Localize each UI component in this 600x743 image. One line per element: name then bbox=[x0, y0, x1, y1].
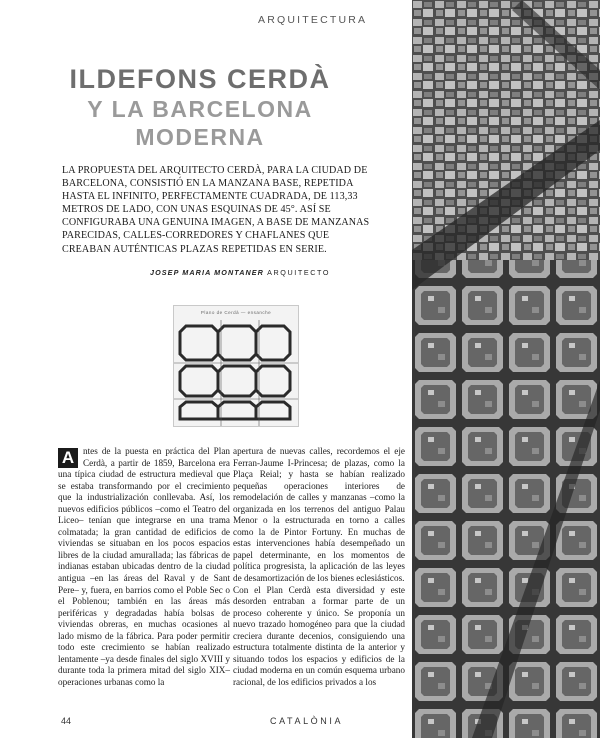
title-line-3: MODERNA bbox=[135, 124, 265, 150]
author-role: ARQUITECTO bbox=[267, 268, 331, 277]
page-number: 44 bbox=[61, 716, 72, 726]
figure-caption: Plano de Cerdà — ensanche bbox=[200, 310, 272, 315]
title-line-1: ILDEFONS CERDÀ bbox=[69, 64, 331, 94]
lead-paragraph: LA PROPUESTA DEL ARQUITECTO CERDÀ, PARA LA CIUDAD DE BARCELONA, CONSISTIÓ EN LA MANZANA BASE, REPETIDA HASTA EL INFINITO, PERFECTAMENTE CUADRADA, DE 113,33 METROS DE LADO, CON UNAS ESQUINAS DE 45°. ASÍ SE CONFIGURABA UNA GENUINA IMAGEN, A BASE DE MANZANAS PARECIDAS, CALLES-CORREDORES Y CHAFLANES QUE CREABAN AUTÉNTICAS PLAZAS REPETIDAS EN SERIE. bbox=[62, 165, 370, 255]
drop-cap: A bbox=[58, 448, 78, 468]
magazine-name: CATALÒNIA bbox=[270, 716, 344, 726]
block-9 bbox=[256, 402, 290, 419]
body-text-col1: ntes de la puesta en práctica del Plan Cerdà, a partir de 1859, Barcelona era una típica ciudad de estructura medieval que se estaba transformando por el crecimiento que la industrialización conllevaba. Así, los nuevos edificios públicos –como el Teatro del Liceo– tenían que integrarse en una trama colmatada; la gran cantidad de edificios de viviendas se situaban en los pocos espacios libres de la ciudad amurallada; las fábricas de indianas estaban ubicadas dentro de la ciudad antigua –en las áreas del Raval y de Sant Pere– y, fuera, en barrios como el Poble Sec o el Poblenou; también en las áreas más periféricas y degradadas había bolsas de viviendas obreras, en muchas ocasiones al lado mismo de la fábrica. Para poder permitir todo este crecimiento se habían realizado lentamente –ya desde finales del siglo XVIII y durante toda la primera mitad del siglo XIX– operaciones urbanas como la bbox=[58, 446, 230, 687]
block-3 bbox=[256, 326, 290, 360]
block-2 bbox=[218, 326, 256, 360]
body-text-col2a: apertura de nuevas calles, recordemos el eje Ferran-Jaume I-Princesa; de plazas, como la Plaça Reial; y hasta se habían realizado pequeñas operaciones interiores de remodelación de calles y manzanas –como la organizada en los terrenos del antiguo Palau Menor o la estructurada en torno a calles como la de Pintor Fortuny. En muchas de estas intervenciones había desempeñado un papel determinante, en los momentos de política progresista, la aplicación de las leyes de desamortización de los bienes eclesiásticos. bbox=[233, 446, 405, 584]
block-1 bbox=[180, 326, 218, 360]
block-4 bbox=[180, 366, 218, 396]
aerial-city-photo bbox=[412, 0, 600, 738]
title-line-2: Y LA BARCELONA bbox=[87, 96, 313, 122]
author-name: JOSEP MARIA MONTANER bbox=[150, 268, 264, 277]
section-label: ARQUITECTURA bbox=[258, 14, 368, 26]
body-column-2 bbox=[233, 446, 405, 688]
byline bbox=[150, 268, 410, 277]
city-block-plan-drawing bbox=[174, 306, 298, 426]
cerda-plan-figure bbox=[173, 305, 299, 427]
body-column-1 bbox=[58, 446, 230, 688]
eixample-aerial-image bbox=[412, 0, 600, 738]
block-5 bbox=[218, 366, 256, 396]
block-6 bbox=[256, 366, 290, 396]
body-text-col2b: Con el Plan Cerdà esta diversidad y este desorden entraban a formar parte de un proceso coherente y único. Se proponía un nuevo trazado homogéneo para que la ciudad creciera durante decenios, consiguiendo una estructura totalmente distinta de la anterior y situando todos los espacios y edificios de la ciudad moderna en un común esquema urbano racional, de los edificios privados a los bbox=[233, 584, 405, 687]
block-8 bbox=[218, 402, 256, 419]
block-7 bbox=[180, 402, 218, 419]
